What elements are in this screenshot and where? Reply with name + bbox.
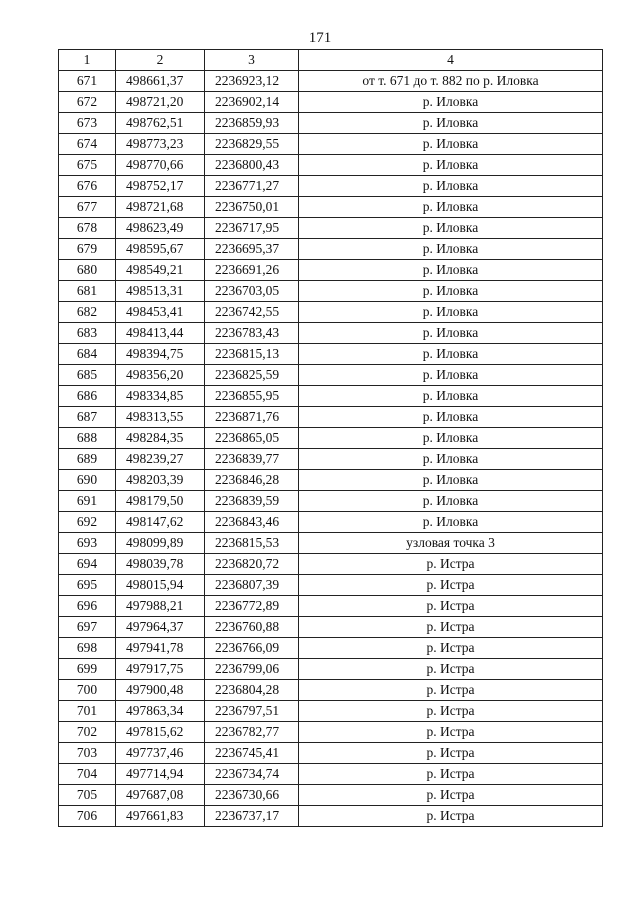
description-cell: р. Истра bbox=[299, 596, 603, 617]
table-row bbox=[59, 197, 603, 218]
table-row bbox=[59, 554, 603, 575]
y-coordinate-cell: 2236859,93 bbox=[205, 113, 299, 134]
point-number-cell: 694 bbox=[59, 554, 116, 575]
description-cell: р. Иловка bbox=[299, 155, 603, 176]
x-coordinate-cell: 498239,27 bbox=[116, 449, 205, 470]
x-coordinate-cell: 498203,39 bbox=[116, 470, 205, 491]
point-number-cell: 683 bbox=[59, 323, 116, 344]
point-number-cell: 689 bbox=[59, 449, 116, 470]
description-cell: р. Иловка bbox=[299, 323, 603, 344]
description-cell: р. Истра bbox=[299, 680, 603, 701]
point-number-cell: 684 bbox=[59, 344, 116, 365]
point-number-cell: 679 bbox=[59, 239, 116, 260]
x-coordinate-cell: 497714,94 bbox=[116, 764, 205, 785]
point-number-cell: 690 bbox=[59, 470, 116, 491]
point-number-cell: 700 bbox=[59, 680, 116, 701]
y-coordinate-cell: 2236730,66 bbox=[205, 785, 299, 806]
point-number-cell: 678 bbox=[59, 218, 116, 239]
table-row bbox=[59, 218, 603, 239]
x-coordinate-cell: 498623,49 bbox=[116, 218, 205, 239]
table-row bbox=[59, 575, 603, 596]
table-row bbox=[59, 701, 603, 722]
table-row bbox=[59, 365, 603, 386]
description-cell: р. Истра bbox=[299, 701, 603, 722]
x-coordinate-cell: 498284,35 bbox=[116, 428, 205, 449]
y-coordinate-cell: 2236825,59 bbox=[205, 365, 299, 386]
y-coordinate-cell: 2236855,95 bbox=[205, 386, 299, 407]
y-coordinate-cell: 2236772,89 bbox=[205, 596, 299, 617]
point-number-cell: 705 bbox=[59, 785, 116, 806]
table-row bbox=[59, 512, 603, 533]
point-number-cell: 680 bbox=[59, 260, 116, 281]
description-cell: р. Иловка bbox=[299, 386, 603, 407]
x-coordinate-cell: 498394,75 bbox=[116, 344, 205, 365]
y-coordinate-cell: 2236800,43 bbox=[205, 155, 299, 176]
description-cell: узловая точка 3 bbox=[299, 533, 603, 554]
y-coordinate-cell: 2236760,88 bbox=[205, 617, 299, 638]
table-row bbox=[59, 302, 603, 323]
point-number-cell: 692 bbox=[59, 512, 116, 533]
x-coordinate-cell: 497917,75 bbox=[116, 659, 205, 680]
x-coordinate-cell: 498549,21 bbox=[116, 260, 205, 281]
x-coordinate-cell: 497687,08 bbox=[116, 785, 205, 806]
table-row bbox=[59, 386, 603, 407]
table-row bbox=[59, 113, 603, 134]
table-row bbox=[59, 491, 603, 512]
y-coordinate-cell: 2236923,12 bbox=[205, 71, 299, 92]
x-coordinate-cell: 498721,68 bbox=[116, 197, 205, 218]
header-col-4: 4 bbox=[299, 50, 603, 71]
description-cell: р. Истра bbox=[299, 617, 603, 638]
x-coordinate-cell: 498752,17 bbox=[116, 176, 205, 197]
x-coordinate-cell: 498453,41 bbox=[116, 302, 205, 323]
point-number-cell: 695 bbox=[59, 575, 116, 596]
table-row bbox=[59, 785, 603, 806]
point-number-cell: 687 bbox=[59, 407, 116, 428]
y-coordinate-cell: 2236815,13 bbox=[205, 344, 299, 365]
y-coordinate-cell: 2236829,55 bbox=[205, 134, 299, 155]
y-coordinate-cell: 2236742,55 bbox=[205, 302, 299, 323]
y-coordinate-cell: 2236839,59 bbox=[205, 491, 299, 512]
y-coordinate-cell: 2236734,74 bbox=[205, 764, 299, 785]
description-cell: р. Иловка bbox=[299, 512, 603, 533]
y-coordinate-cell: 2236797,51 bbox=[205, 701, 299, 722]
description-cell: от т. 671 до т. 882 по р. Иловка bbox=[299, 71, 603, 92]
point-number-cell: 702 bbox=[59, 722, 116, 743]
x-coordinate-cell: 497988,21 bbox=[116, 596, 205, 617]
y-coordinate-cell: 2236846,28 bbox=[205, 470, 299, 491]
y-coordinate-cell: 2236771,27 bbox=[205, 176, 299, 197]
description-cell: р. Иловка bbox=[299, 491, 603, 512]
table-row bbox=[59, 638, 603, 659]
y-coordinate-cell: 2236815,53 bbox=[205, 533, 299, 554]
x-coordinate-cell: 498015,94 bbox=[116, 575, 205, 596]
point-number-cell: 693 bbox=[59, 533, 116, 554]
y-coordinate-cell: 2236820,72 bbox=[205, 554, 299, 575]
description-cell: р. Истра bbox=[299, 638, 603, 659]
x-coordinate-cell: 497661,83 bbox=[116, 806, 205, 827]
description-cell: р. Иловка bbox=[299, 428, 603, 449]
header-col-1: 1 bbox=[59, 50, 116, 71]
x-coordinate-cell: 498513,31 bbox=[116, 281, 205, 302]
x-coordinate-cell: 498762,51 bbox=[116, 113, 205, 134]
description-cell: р. Иловка bbox=[299, 344, 603, 365]
y-coordinate-cell: 2236750,01 bbox=[205, 197, 299, 218]
x-coordinate-cell: 498313,55 bbox=[116, 407, 205, 428]
table-row bbox=[59, 533, 603, 554]
description-cell: р. Иловка bbox=[299, 260, 603, 281]
description-cell: р. Истра bbox=[299, 722, 603, 743]
table-row bbox=[59, 680, 603, 701]
x-coordinate-cell: 498770,66 bbox=[116, 155, 205, 176]
table-row bbox=[59, 155, 603, 176]
x-coordinate-cell: 498773,23 bbox=[116, 134, 205, 155]
description-cell: р. Истра bbox=[299, 785, 603, 806]
point-number-cell: 685 bbox=[59, 365, 116, 386]
description-cell: р. Иловка bbox=[299, 113, 603, 134]
table-row bbox=[59, 764, 603, 785]
description-cell: р. Истра bbox=[299, 806, 603, 827]
point-number-cell: 698 bbox=[59, 638, 116, 659]
point-number-cell: 682 bbox=[59, 302, 116, 323]
point-number-cell: 697 bbox=[59, 617, 116, 638]
x-coordinate-cell: 497900,48 bbox=[116, 680, 205, 701]
y-coordinate-cell: 2236865,05 bbox=[205, 428, 299, 449]
description-cell: р. Истра bbox=[299, 554, 603, 575]
table-row bbox=[59, 260, 603, 281]
y-coordinate-cell: 2236782,77 bbox=[205, 722, 299, 743]
x-coordinate-cell: 497737,46 bbox=[116, 743, 205, 764]
table-row bbox=[59, 281, 603, 302]
point-number-cell: 671 bbox=[59, 71, 116, 92]
y-coordinate-cell: 2236839,77 bbox=[205, 449, 299, 470]
point-number-cell: 701 bbox=[59, 701, 116, 722]
point-number-cell: 691 bbox=[59, 491, 116, 512]
x-coordinate-cell: 497964,37 bbox=[116, 617, 205, 638]
point-number-cell: 674 bbox=[59, 134, 116, 155]
description-cell: р. Иловка bbox=[299, 302, 603, 323]
table-row bbox=[59, 449, 603, 470]
description-cell: р. Иловка bbox=[299, 239, 603, 260]
description-cell: р. Иловка bbox=[299, 281, 603, 302]
point-number-cell: 677 bbox=[59, 197, 116, 218]
table-row bbox=[59, 470, 603, 491]
description-cell: р. Иловка bbox=[299, 218, 603, 239]
table-row bbox=[59, 428, 603, 449]
x-coordinate-cell: 497815,62 bbox=[116, 722, 205, 743]
point-number-cell: 681 bbox=[59, 281, 116, 302]
x-coordinate-cell: 498179,50 bbox=[116, 491, 205, 512]
description-cell: р. Истра bbox=[299, 764, 603, 785]
y-coordinate-cell: 2236737,17 bbox=[205, 806, 299, 827]
description-cell: р. Иловка bbox=[299, 365, 603, 386]
table-row bbox=[59, 176, 603, 197]
header-col-3: 3 bbox=[205, 50, 299, 71]
x-coordinate-cell: 497863,34 bbox=[116, 701, 205, 722]
table-row bbox=[59, 806, 603, 827]
y-coordinate-cell: 2236783,43 bbox=[205, 323, 299, 344]
x-coordinate-cell: 498356,20 bbox=[116, 365, 205, 386]
description-cell: р. Истра bbox=[299, 659, 603, 680]
table-row bbox=[59, 92, 603, 113]
table-row bbox=[59, 71, 603, 92]
point-number-cell: 673 bbox=[59, 113, 116, 134]
y-coordinate-cell: 2236902,14 bbox=[205, 92, 299, 113]
x-coordinate-cell: 498099,89 bbox=[116, 533, 205, 554]
description-cell: р. Истра bbox=[299, 575, 603, 596]
table-row bbox=[59, 239, 603, 260]
header-col-2: 2 bbox=[116, 50, 205, 71]
description-cell: р. Иловка bbox=[299, 197, 603, 218]
page-number: 171 bbox=[308, 30, 332, 46]
table-row bbox=[59, 407, 603, 428]
y-coordinate-cell: 2236717,95 bbox=[205, 218, 299, 239]
point-number-cell: 672 bbox=[59, 92, 116, 113]
table-row bbox=[59, 596, 603, 617]
y-coordinate-cell: 2236695,37 bbox=[205, 239, 299, 260]
y-coordinate-cell: 2236745,41 bbox=[205, 743, 299, 764]
point-number-cell: 688 bbox=[59, 428, 116, 449]
y-coordinate-cell: 2236703,05 bbox=[205, 281, 299, 302]
x-coordinate-cell: 498661,37 bbox=[116, 71, 205, 92]
coordinates-table bbox=[58, 49, 603, 827]
point-number-cell: 706 bbox=[59, 806, 116, 827]
y-coordinate-cell: 2236766,09 bbox=[205, 638, 299, 659]
x-coordinate-cell: 498413,44 bbox=[116, 323, 205, 344]
point-number-cell: 676 bbox=[59, 176, 116, 197]
table-row bbox=[59, 722, 603, 743]
table-header-row bbox=[59, 50, 603, 71]
description-cell: р. Иловка bbox=[299, 134, 603, 155]
table-row bbox=[59, 659, 603, 680]
point-number-cell: 696 bbox=[59, 596, 116, 617]
x-coordinate-cell: 498147,62 bbox=[116, 512, 205, 533]
point-number-cell: 675 bbox=[59, 155, 116, 176]
point-number-cell: 704 bbox=[59, 764, 116, 785]
description-cell: р. Истра bbox=[299, 743, 603, 764]
description-cell: р. Иловка bbox=[299, 176, 603, 197]
table-row bbox=[59, 134, 603, 155]
y-coordinate-cell: 2236871,76 bbox=[205, 407, 299, 428]
y-coordinate-cell: 2236843,46 bbox=[205, 512, 299, 533]
table-row bbox=[59, 323, 603, 344]
x-coordinate-cell: 498334,85 bbox=[116, 386, 205, 407]
table-row bbox=[59, 617, 603, 638]
description-cell: р. Иловка bbox=[299, 470, 603, 491]
x-coordinate-cell: 497941,78 bbox=[116, 638, 205, 659]
y-coordinate-cell: 2236804,28 bbox=[205, 680, 299, 701]
description-cell: р. Иловка bbox=[299, 449, 603, 470]
x-coordinate-cell: 498039,78 bbox=[116, 554, 205, 575]
description-cell: р. Иловка bbox=[299, 407, 603, 428]
description-cell: р. Иловка bbox=[299, 92, 603, 113]
x-coordinate-cell: 498721,20 bbox=[116, 92, 205, 113]
point-number-cell: 686 bbox=[59, 386, 116, 407]
y-coordinate-cell: 2236807,39 bbox=[205, 575, 299, 596]
table-row bbox=[59, 344, 603, 365]
point-number-cell: 699 bbox=[59, 659, 116, 680]
table-row bbox=[59, 743, 603, 764]
point-number-cell: 703 bbox=[59, 743, 116, 764]
table-body bbox=[59, 71, 603, 827]
y-coordinate-cell: 2236691,26 bbox=[205, 260, 299, 281]
y-coordinate-cell: 2236799,06 bbox=[205, 659, 299, 680]
x-coordinate-cell: 498595,67 bbox=[116, 239, 205, 260]
